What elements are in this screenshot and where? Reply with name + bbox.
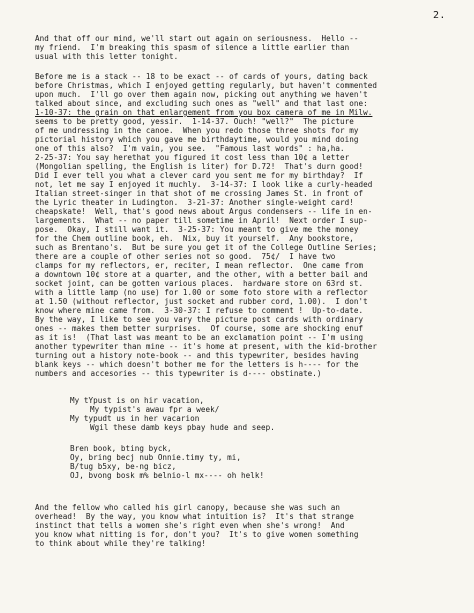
text-line: blank keys -- which doesn't bother me for the letters is h---- for the: [35, 360, 359, 369]
text-line: 2-25-37: You say herethat you figured it cost less than 10¢ a letter: [35, 153, 350, 162]
text-line: such as Brentano's. But be sure you get it of the College Outline Series;: [35, 243, 378, 252]
text-line: another typewriter than mine -- it's home at present, with the kid-brother: [35, 342, 378, 351]
text-line: the Lyric theater in Ludington. 3-21-37: Another single-weight card!: [35, 198, 354, 207]
text-line: Before me is a stack -- 18 to be exact -- of cards of yours, dating back: [35, 72, 368, 81]
text-line: of me undressing in the canoe. When you redo those three shots for my: [35, 126, 359, 135]
text-line: seems to be pretty good, yessir. 1-14-37. Ouch! "well?" The picture: [35, 117, 354, 126]
text-line: socket joint, can be gotten various places. hardware store on 63rd st.: [35, 279, 364, 288]
text-line: usual with this letter tonight.: [35, 52, 179, 61]
verse-line: Bren book, bting byck,: [70, 444, 172, 453]
text-line: turning out a history note-book -- and this typewriter, besides having: [35, 351, 359, 360]
text-line: as it is! (That last was meant to be an exclamation point -- I'm using: [35, 333, 364, 342]
text-line: instinct that tells a women she's right even when she's wrong! And: [35, 521, 345, 530]
text-line: my friend. I'm breaking this spasm of silence a little earlier than: [35, 43, 350, 52]
text-line: you know what nitting is for, don't you? It's to give women something: [35, 530, 359, 539]
text-line: pose. Okay, I still want it. 3-25-37: You meant to give me the money: [35, 225, 359, 234]
text-line: to think about while they're talking!: [35, 539, 207, 548]
text-line: overhead! By the way, you know what intuition is? It's that strange: [35, 512, 354, 521]
text-line: Did I ever tell you what a clever card you sent me for my birthday? If: [35, 171, 364, 180]
text-line: pictorial history which you gave me birthdaytime, would you mind doing: [35, 135, 359, 144]
text-line: for the Chem outline book, eh. Nix, buy it yourself. Any bookstore,: [35, 234, 354, 243]
text-line: not, let me say I enjoyed it muchly. 3-14-37: I look like a curly-headed: [35, 180, 373, 189]
text-line: clamps for my reflectors, er, reciter, I mean reflector. One came from: [35, 261, 364, 270]
text-line: And that off our mind, we'll start out again on seriousness. Hello --: [35, 34, 359, 43]
text-line: before Christmas, which I enjoyed getting regularly, but haven't commented: [35, 81, 378, 90]
text-line: at 1.50 (without reflector, just socket and rubber cord, 1.00). I don't: [35, 297, 368, 306]
text-line: there are a couple of other series not so good. 75¢/ I have two: [35, 252, 336, 261]
verse-line: My typudt us in her vacarion: [70, 414, 200, 423]
verse-line: My typist's awau fpr a week/: [90, 405, 220, 414]
verse-line: Wgil these damb keys pbay hude and seep.: [90, 423, 275, 432]
verse-line: B/tug b5xy, be-ng bicz,: [70, 462, 177, 471]
verse-line: Oy, bring becj nub Onnie.timy ty, mi,: [70, 453, 242, 462]
text-line: numbers and accesories -- this typewriter is d---- obstinate.): [35, 369, 322, 378]
text-line: By the way, I like to see you vary the picture post cards with ordinary: [35, 315, 364, 324]
text-line: a downtown 10¢ store at a quarter, and the other, with a better bail and: [35, 270, 368, 279]
text-line: upon much. I'll go over them again now, picking out anything we haven't: [35, 90, 368, 99]
text-line: Italian street-singer in that shot of me crossing James St. in front of: [35, 189, 364, 198]
text-line: And the fellow who called his girl canopy, because she was such an: [35, 503, 341, 512]
text-line: (Mongolian spelling, the English is liter) for D.72! That's durn good!: [35, 162, 364, 171]
text-line: talked about since, and excluding such ones as "well" and that last one:: [35, 99, 368, 108]
verse-line: My tYpust is on hir vacation,: [70, 396, 205, 405]
text-line: ones -- makes them better surprises. Of course, some are shocking enuf: [35, 324, 364, 333]
text-line: one of this also? I'm vain, you see. "Famous last words" : ha,ha.: [35, 144, 345, 153]
text-line: cheapskate! Well, that's good news about Argus condensers -- life in en-: [35, 207, 373, 216]
text-line: 1-10-37: the grain on that enlargement from you box camera of me in Milw.: [35, 108, 373, 117]
page-number: 2.: [433, 10, 446, 21]
text-line: know where mine came from. 3-30-37: I refuse to comment ! Up-to-date.: [35, 306, 364, 315]
verse-line: OJ, bvong bosk m% belnio-l mx---- oh helk!: [70, 471, 265, 480]
text-line: largements. What -- no paper till sometime in April! Next order I sup-: [35, 216, 368, 225]
text-line: with a little lamp (no use) for 1.00 or some foto store with a reflector: [35, 288, 368, 297]
